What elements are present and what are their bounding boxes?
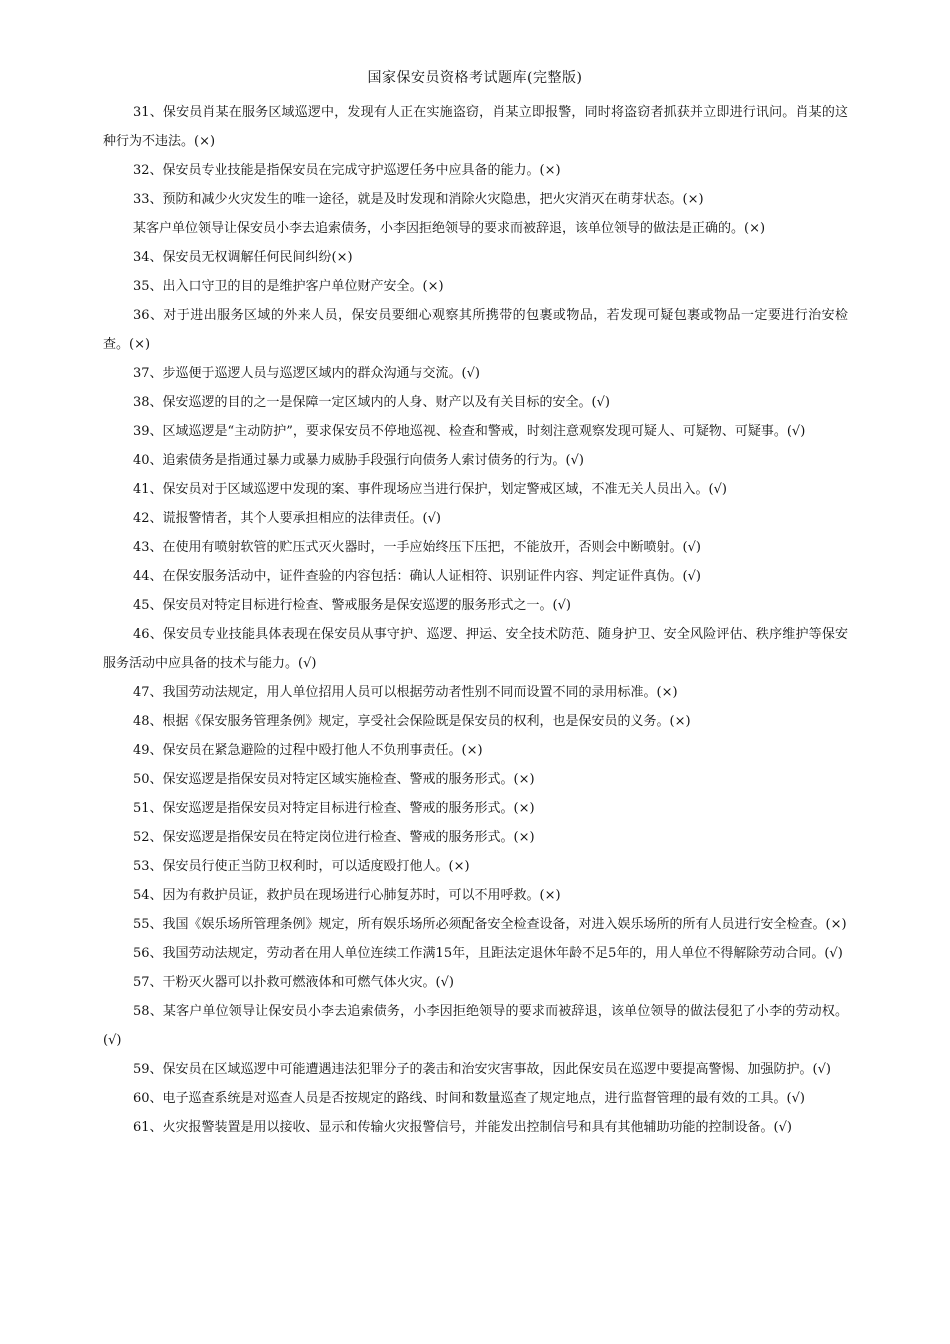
question-item: 31、保安员肖某在服务区域巡逻中，发现有人正在实施盗窃，肖某立即报警，同时将盗窃者抓获并立即进行讯问。肖某的这种行为不违法。(×) bbox=[103, 105, 848, 149]
question-item: 34、保安员无权调解任何民间纠纷(×) bbox=[133, 250, 353, 265]
question-item: 58、某客户单位领导让保安员小李去追索债务，小李因拒绝领导的要求而被辞退，该单位领导的做法侵犯了小李的劳动权。(√) bbox=[103, 1004, 848, 1048]
question-list bbox=[103, 98, 848, 1142]
question-item: 52、保安巡逻是指保安员在特定岗位进行检查、警戒的服务形式。(×) bbox=[133, 830, 535, 845]
question-item: 40、追索债务是指通过暴力或暴力威胁手段强行向债务人索讨债务的行为。(√) bbox=[133, 453, 584, 468]
question-item: 60、电子巡查系统是对巡查人员是否按规定的路线、时间和数量巡查了规定地点，进行监督管理的最有效的工具。(√) bbox=[133, 1091, 805, 1106]
question-item: 某客户单位领导让保安员小李去追索债务，小李因拒绝领导的要求而被辞退，该单位领导的做法是正确的。(×) bbox=[133, 221, 766, 236]
question-item: 48、根据《保安服务管理条例》规定，享受社会保险既是保安员的权利，也是保安员的义务。(×) bbox=[133, 714, 691, 729]
question-item: 43、在使用有喷射软管的贮压式灭火器时，一手应始终压下压把，不能放开，否则会中断喷射。(√) bbox=[133, 540, 701, 555]
question-item: 41、保安员对于区域巡逻中发现的案、事件现场应当进行保护，划定警戒区域，不准无关人员出入。(√) bbox=[133, 482, 727, 497]
question-item: 59、保安员在区域巡逻中可能遭遇违法犯罪分子的袭击和治安灾害事故，因此保安员在巡逻中要提高警惕、加强防护。(√) bbox=[133, 1062, 831, 1077]
question-item: 35、出入口守卫的目的是维护客户单位财产安全。(×) bbox=[133, 279, 444, 294]
question-item: 47、我国劳动法规定，用人单位招用人员可以根据劳动者性别不同而设置不同的录用标准。(×) bbox=[133, 685, 678, 700]
question-item: 38、保安巡逻的目的之一是保障一定区域内的人身、财产以及有关目标的安全。(√) bbox=[133, 395, 610, 410]
question-item: 49、保安员在紧急避险的过程中殴打他人不负刑事责任。(×) bbox=[133, 743, 483, 758]
question-item: 53、保安员行使正当防卫权利时，可以适度殴打他人。(×) bbox=[133, 859, 470, 874]
question-item: 46、保安员专业技能具体表现在保安员从事守护、巡逻、押运、安全技术防范、随身护卫、安全风险评估、秩序维护等保安服务活动中应具备的技术与能力。(√) bbox=[103, 627, 848, 671]
question-item: 33、预防和减少火灾发生的唯一途径，就是及时发现和消除火灾隐患，把火灾消灭在萌芽状态。(×) bbox=[133, 192, 704, 207]
question-item: 50、保安巡逻是指保安员对特定区域实施检查、警戒的服务形式。(×) bbox=[133, 772, 535, 787]
question-item: 45、保安员对特定目标进行检查、警戒服务是保安巡逻的服务形式之一。(√) bbox=[133, 598, 571, 613]
question-item: 55、我国《娱乐场所管理条例》规定，所有娱乐场所必须配备安全检查设备，对进入娱乐场所的所有人员进行安全检查。(×) bbox=[133, 917, 847, 932]
question-item: 32、保安员专业技能是指保安员在完成守护巡逻任务中应具备的能力。(×) bbox=[133, 163, 561, 178]
question-item: 51、保安巡逻是指保安员对特定目标进行检查、警戒的服务形式。(×) bbox=[133, 801, 535, 816]
question-item: 39、区域巡逻是“主动防护”，要求保安员不停地巡视、检查和警戒，时刻注意观察发现可疑人、可疑物、可疑事。(√) bbox=[133, 424, 806, 439]
question-item: 42、谎报警情者，其个人要承担相应的法律责任。(√) bbox=[133, 511, 441, 526]
question-item: 44、在保安服务活动中，证件查验的内容包括：确认人证相符、识别证件内容、判定证件真伪。(√) bbox=[133, 569, 701, 584]
question-item: 61、火灾报警装置是用以接收、显示和传输火灾报警信号，并能发出控制信号和具有其他辅助功能的控制设备。(√) bbox=[133, 1120, 792, 1135]
question-item: 57、干粉灭火器可以扑救可燃液体和可燃气体火灾。(√) bbox=[133, 975, 454, 990]
question-item: 37、步巡便于巡逻人员与巡逻区域内的群众沟通与交流。(√) bbox=[133, 366, 480, 381]
question-item: 54、因为有救护员证，救护员在现场进行心肺复苏时，可以不用呼救。(×) bbox=[133, 888, 561, 903]
question-item: 36、对于进出服务区域的外来人员，保安员要细心观察其所携带的包裹或物品，若发现可疑包裹或物品一定要进行治安检查。(×) bbox=[103, 308, 848, 352]
question-item: 56、我国劳动法规定，劳动者在用人单位连续工作满15年，且距法定退休年龄不足5年的，用人单位不得解除劳动合同。(√) bbox=[133, 946, 843, 961]
document-title: 国家保安员资格考试题库(完整版) bbox=[367, 70, 583, 86]
